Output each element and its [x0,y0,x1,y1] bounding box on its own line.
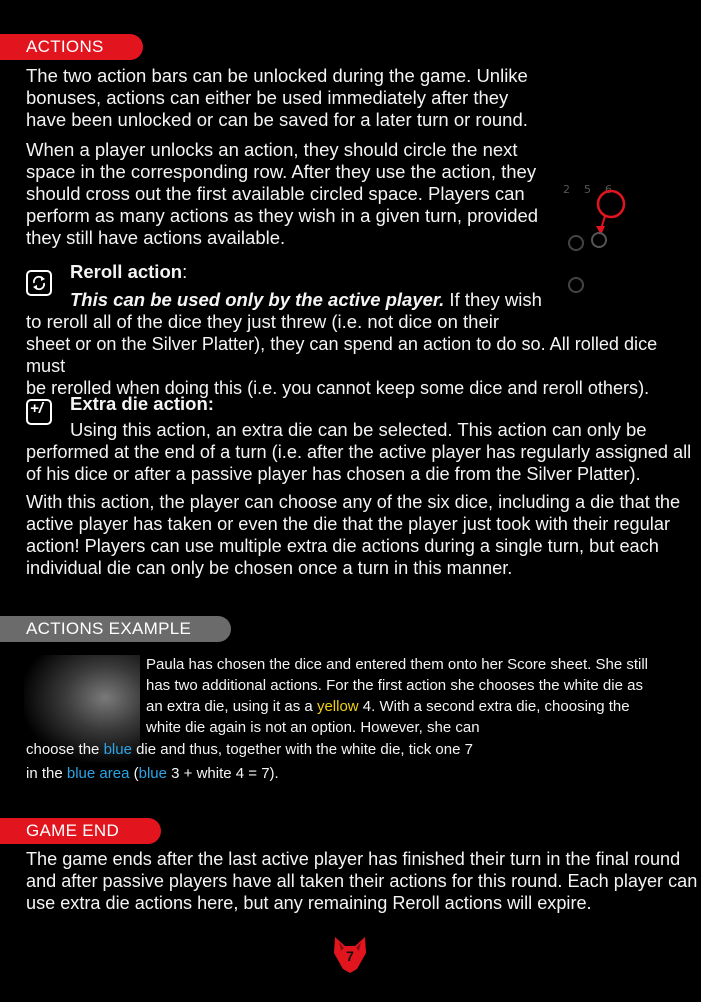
text-line: performed at the end of a turn (i.e. after the active player has regularly assigned all [26,442,692,462]
text-fragment: an extra die, using it as a [146,698,317,715]
blue-word: blue area [66,765,130,782]
reroll-after-italic: If they wish [444,289,542,310]
text-line: and after passive players have all taken their actions for this round. Each player can [26,871,698,891]
reroll-title-line [70,261,187,283]
text-fragment: in the [26,765,67,782]
reroll-italic-line [70,289,542,311]
reroll-colon: : [182,261,188,282]
text-line [146,698,630,715]
example-text-continued [26,738,473,786]
action-bar-diagram [555,178,645,298]
reroll-body-wide [26,333,697,399]
text-line: they still have actions available. [26,227,286,248]
text-fragment: ( [129,765,139,782]
text-line: Using this action, an extra die can be selected. This action can only be [70,419,647,440]
yellow-word: yellow [316,698,359,715]
text-line: should cross out the first available circled space. Players can [26,183,525,204]
extra-die-body [26,441,691,485]
page-number: 7 [346,948,354,964]
text-line: individual die can only be chosen once a turn in this manner. [26,558,513,578]
action-space [569,236,583,250]
text-fragment: choose the [26,741,104,758]
reroll-icon [26,270,52,296]
example-text [146,654,648,738]
extra-die-paragraph-2 [26,491,680,579]
text-line: sheet or on the Silver Platter), they can spend an action to do so. All rolled dice must [26,334,658,376]
actions-paragraph-1 [26,65,528,131]
blue-word: blue [138,765,167,782]
reroll-title: Reroll action [70,261,183,282]
plus-one-icon [26,399,52,425]
blue-word: blue [103,741,132,758]
text-line: have been unlocked or can be saved for a later turn or round. [26,109,528,130]
game-end-paragraph [26,848,697,914]
diagram-number: 5 [584,183,591,196]
text-line: bonuses, actions can either be used immediately after they [26,87,509,108]
extra-die-title: Extra die action: [70,393,214,414]
fox-page-icon [333,937,367,973]
extra-die-first-line [70,419,647,441]
section-heading-game-end: GAME END [0,818,161,844]
text-line: perform as many actions as they wish in a given turn, provided [26,205,539,226]
diagram-number: 2 [563,183,570,196]
text-line: white die again is not an option. However, she can [146,719,480,736]
text-line: With this action, the player can choose any of the six dice, including a die that the [26,492,681,512]
text-fragment: 3 + white 4 = 7). [166,765,279,782]
text-line: of his dice or after a passive player has chosen a die from the Silver Platter). [26,464,641,484]
text-line: to reroll all of the dice they just threw (i.e. not dice on their [26,311,500,332]
text-fragment: die and thus, together with the white die, tick one 7 [131,741,473,758]
text-line [26,765,279,782]
text-line: use extra die actions here, but any remaining Reroll actions will expire. [26,893,592,913]
actions-paragraph-2 [26,139,538,249]
reroll-body [26,311,499,333]
text-line: Paula has chosen the dice and entered them onto her Score sheet. She still [146,656,648,673]
text-line: When a player unlocks an action, they should circle the next [26,139,518,160]
plus-one-glyph: +/ [30,400,43,417]
text-line: active player has taken or even the die that the player just took with their regular [26,514,670,534]
text-fragment: 4. With a second extra die, choosing the [358,698,630,715]
diagram-number: 6 [605,183,612,196]
text-line: The game ends after the last active player has finished their turn in the final round [26,849,681,869]
action-space [592,233,606,247]
text-line [26,741,473,758]
reroll-italic: This can be used only by the active player. [70,289,445,310]
section-heading-actions-example: ACTIONS EXAMPLE [0,616,231,642]
section-heading-actions: ACTIONS [0,34,143,60]
text-line: has two additional actions. For the first action she chooses the white die as [146,677,643,694]
text-line: The two action bars can be unlocked during the game. Unlike [26,65,528,86]
text-line: action! Players can use multiple extra die actions during a single turn, but each [26,536,659,556]
text-line: space in the corresponding row. After they use the action, they [26,161,537,182]
text-line: be rerolled when doing this (i.e. you cannot keep some dice and reroll others). [26,378,650,398]
action-space [569,278,583,292]
